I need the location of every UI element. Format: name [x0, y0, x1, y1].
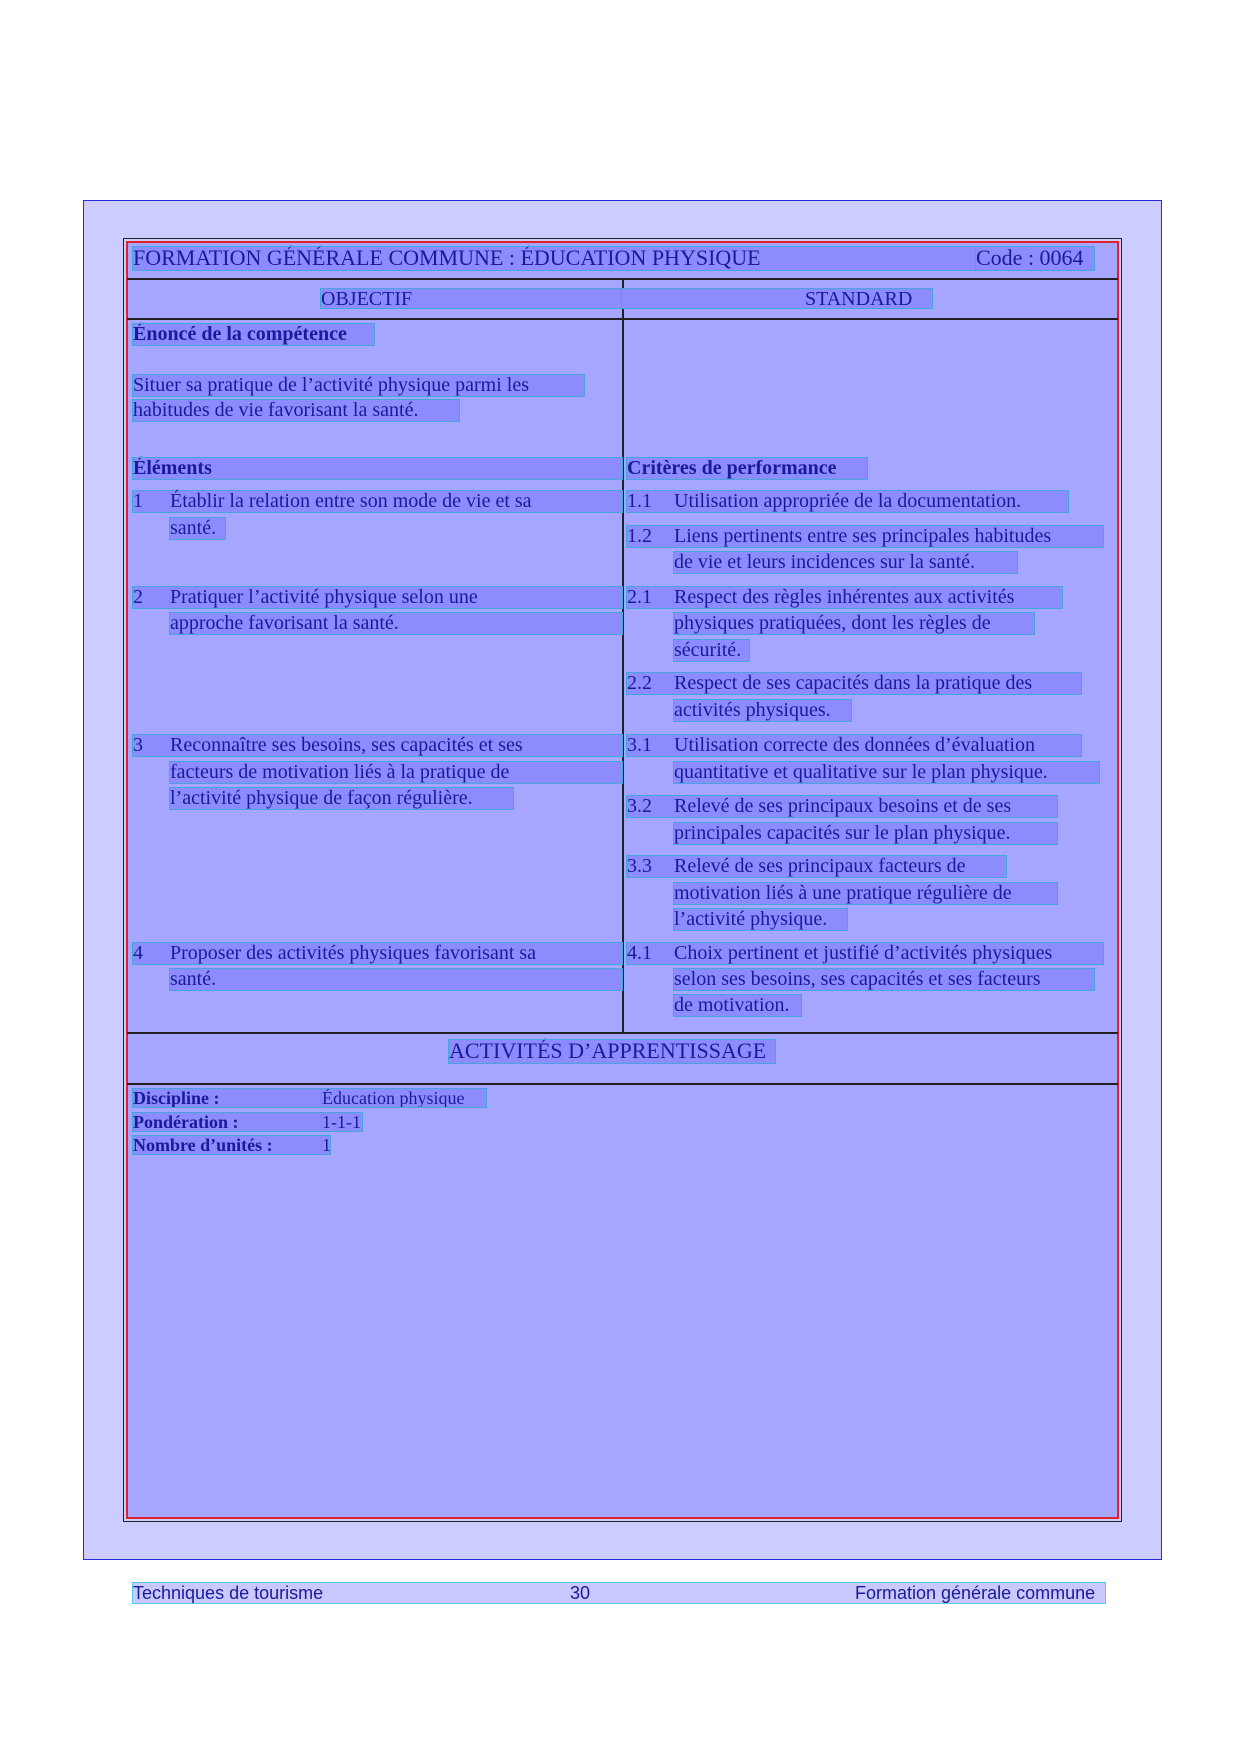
criterion-number: 4.1 [627, 942, 652, 964]
element-2-line-2 [170, 613, 622, 634]
competence-line-1: Situer sa pratique de l’activité physique parmi les [133, 374, 529, 396]
units-label-box [133, 1136, 322, 1154]
elements-heading: Éléments [133, 457, 212, 479]
criterion-text: Choix pertinent et justifié d’activités physiques [674, 942, 1053, 964]
element-number: 3 [133, 734, 143, 756]
divider-activities-bottom [127, 1083, 1118, 1085]
standard-header-box [622, 289, 932, 308]
ponderation-value: 1-1-1 [322, 1112, 361, 1132]
criterion-text: Utilisation appropriée de la documentation. [674, 490, 1022, 512]
criterion-text: Relevé de ses principaux besoins et de ses [674, 795, 1012, 817]
objective-header: OBJECTIF [321, 288, 413, 310]
units-value-box [322, 1136, 330, 1154]
element-text: Reconnaître ses besoins, ses capacités et ses [170, 734, 523, 756]
criterion-number: 2.1 [627, 586, 652, 608]
competence-line-2-box [133, 400, 459, 421]
criterion-text: quantitative et qualitative sur le plan physique. [674, 761, 1048, 783]
criterion-3-1 [627, 735, 1081, 756]
criterion-4-1-line-2 [674, 969, 1094, 990]
element-text: facteurs de motivation liés à la pratique de [170, 761, 510, 783]
standard-header: STANDARD [805, 288, 913, 310]
element-text: Pratiquer l’activité physique selon une [170, 586, 478, 608]
element-3-line-2 [170, 762, 622, 783]
criterion-3-2-line-2 [674, 823, 1057, 844]
criterion-3-3 [627, 856, 1006, 877]
ponderation-label-box [133, 1113, 322, 1131]
element-4-line-2 [170, 969, 622, 990]
competence-line-1-box [133, 375, 584, 396]
criterion-text: de motivation. [674, 994, 790, 1016]
criterion-2-1 [627, 587, 1062, 608]
footer-section: Formation générale commune [855, 1583, 1096, 1603]
criterion-text: selon ses besoins, ses capacités et ses facteurs [674, 968, 1041, 990]
criterion-number: 3.3 [627, 855, 652, 877]
competence-heading: Énoncé de la compétence [133, 323, 347, 345]
element-text: approche favorisant la santé. [170, 612, 399, 634]
element-text: Proposer des activités physiques favorisant sa [170, 942, 537, 964]
discipline-value-box [322, 1089, 486, 1107]
criterion-text: activités physiques. [674, 699, 831, 721]
element-3-row [133, 735, 622, 756]
activities-heading-box [449, 1040, 775, 1063]
criterion-2-2 [627, 673, 1081, 694]
criterion-text: l’activité physique. [674, 908, 828, 930]
discipline-label: Discipline : [133, 1088, 220, 1108]
element-text: santé. [170, 968, 217, 990]
criterion-number: 3.2 [627, 795, 652, 817]
element-text: l’activité physique de façon régulière. [170, 787, 473, 809]
criterion-2-1-line-2 [674, 613, 1034, 634]
discipline-value: Éducation physique [322, 1088, 465, 1108]
element-4-row [133, 943, 622, 964]
criterion-text: Respect de ses capacités dans la pratique des [674, 672, 1033, 694]
units-value: 1 [322, 1135, 331, 1155]
criterion-text: physiques pratiquées, dont les règles de [674, 612, 991, 634]
title-box [133, 247, 976, 270]
column-divider [622, 279, 624, 1032]
units-label: Nombre d’unités : [133, 1135, 273, 1155]
criterion-1-1 [627, 491, 1068, 512]
criterion-1-2 [627, 526, 1103, 547]
criterion-2-2-line-2 [674, 700, 851, 721]
divider-activities-top [127, 1032, 1118, 1034]
discipline-label-box [133, 1089, 322, 1107]
criterion-text: Utilisation correcte des données d’évaluation [674, 734, 1035, 756]
criterion-1-2-line-2 [674, 552, 1017, 573]
element-number: 2 [133, 586, 143, 608]
criterion-text: motivation liés à une pratique régulière de [674, 882, 1012, 904]
criterion-number: 1.1 [627, 490, 652, 512]
page-title: FORMATION GÉNÉRALE COMMUNE : ÉDUCATION PHYSIQUE [133, 245, 761, 270]
criterion-number: 1.2 [627, 525, 652, 547]
element-number: 4 [133, 942, 143, 964]
element-1-row [133, 491, 622, 512]
competence-line-2: habitudes de vie favorisant la santé. [133, 399, 419, 421]
criterion-text: de vie et leurs incidences sur la santé. [674, 551, 975, 573]
criterion-4-1 [627, 943, 1103, 964]
criterion-text: Respect des règles inhérentes aux activités [674, 586, 1015, 608]
activities-heading: ACTIVITÉS D’APPRENTISSAGE [449, 1038, 767, 1063]
element-text: Établir la relation entre son mode de vie et sa [170, 490, 532, 512]
criterion-2-1-line-3 [674, 640, 749, 661]
element-2-row [133, 587, 622, 608]
criterion-4-1-line-3 [674, 995, 801, 1016]
element-1-line-2 [170, 518, 225, 539]
elements-heading-box [133, 458, 622, 479]
criteria-heading: Critères de performance [627, 457, 837, 479]
criterion-text: principales capacités sur le plan physique. [674, 822, 1011, 844]
ponderation-value-box [322, 1113, 362, 1131]
element-number: 1 [133, 490, 143, 512]
element-text: santé. [170, 517, 217, 539]
criteria-heading-box [627, 458, 867, 479]
ponderation-label: Pondération : [133, 1112, 239, 1132]
criterion-3-1-line-2 [674, 762, 1099, 783]
criterion-number: 3.1 [627, 734, 652, 756]
objective-header-box [321, 289, 622, 308]
course-code: Code : 0064 [976, 245, 1084, 270]
criterion-number: 2.2 [627, 672, 652, 694]
criterion-3-2 [627, 796, 1057, 817]
competence-heading-box [133, 324, 374, 345]
element-3-line-3 [170, 788, 513, 809]
criterion-3-3-line-2 [674, 883, 1057, 904]
criterion-3-3-line-3 [674, 909, 847, 930]
footer-program: Techniques de tourisme [133, 1583, 324, 1603]
page-number: 30 [570, 1583, 591, 1603]
criterion-text: sécurité. [674, 639, 742, 661]
criterion-text: Liens pertinents entre ses principales habitudes [674, 525, 1052, 547]
criterion-text: Relevé de ses principaux facteurs de [674, 855, 966, 877]
code-box [976, 247, 1094, 270]
